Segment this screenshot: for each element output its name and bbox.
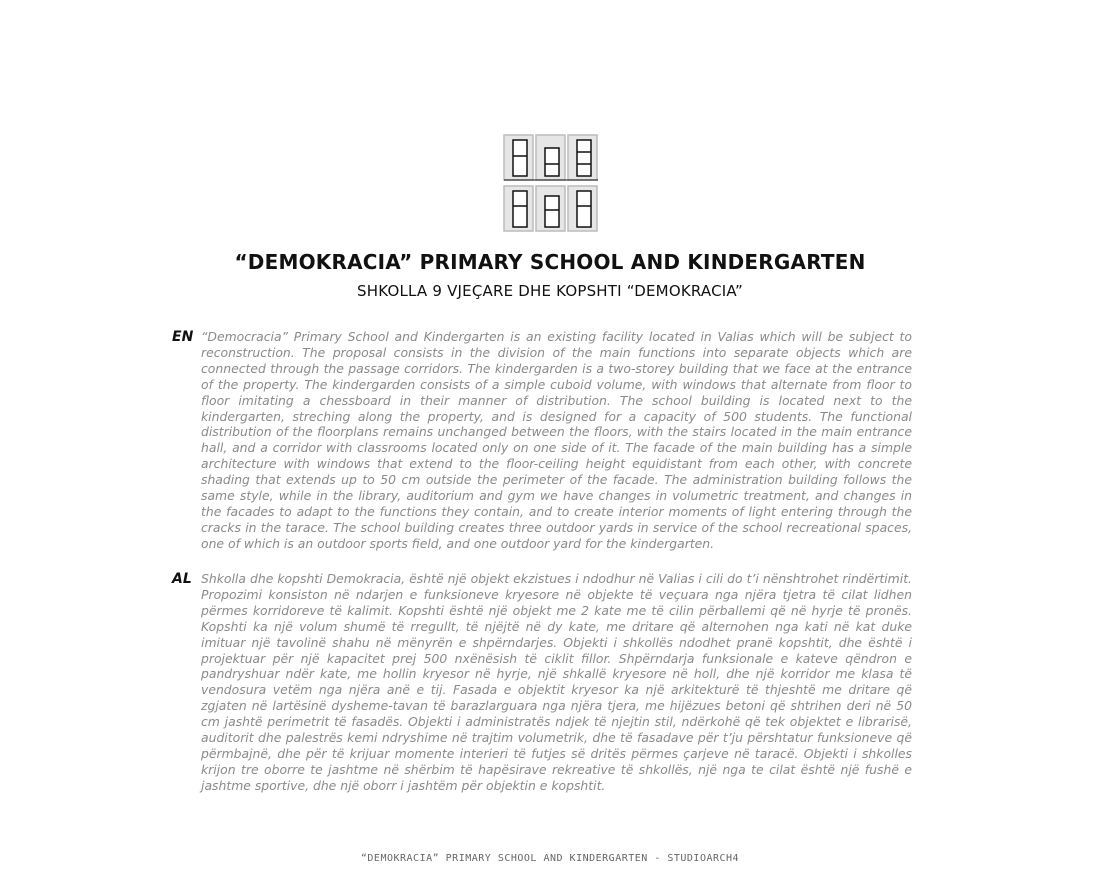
window-grid-logo-icon <box>503 134 599 232</box>
language-label-al: AL <box>172 571 192 587</box>
page-footer: “DEMOKRACIA” PRIMARY SCHOOL AND KINDERGARTEN - STUDIOARCH4 <box>360 853 740 864</box>
language-label-en: EN <box>172 329 194 345</box>
description-paragraph-al: Shkolla dhe kopshti Demokracia, është një objekt ekzistues i ndodhur në Valias i cili do t’i nënshtrohet rindërtimit. Propozimi konsiston në ndarjen e funksioneve kryesore në objekte të veçuara nga njëra tjetra të cilat lidhen përmes korridoreve të kalimit. Kopshti është një objekt me 2 kate me të cilin përballemi që në hyrje të pronës. Kopshti ka një volum shumë të rregullt, të njëjtë në dy kate, me dritare që alternohen nga kati në kat duke imituar një tavolinë shahu në mënyrën e shpërndarjes. Objekti i shkollës ndodhet pranë kopshtit, dhe është i projektuar për një kapacitet prej 500 nxënësish të ciklit fillor. Shpërndarja funksionale e kateve qëndron e pandryshuar ndër kate, me hollin kryesor në hyrje, një shkallë kryesore në holl, dhe një korridor me klasa të vendosura vetëm nga njëra anë e tij. Fasada e objektit kryesor ka një arkitekturë të thjeshtë me dritare që zgjaten në lartësinë dysheme-tavan të barazlarguara nga njëra tjera, me hijëzues betoni që shtrihen deri në 50 cm jashtë perimetrit të fasadës. Objekti i administratës ndjek të njejtin stil, ndërkohë që tek objektet e librarisë, auditorit dhe palestrës kemi ndryshime në trajtim volumetrik, dhe të fasadave për t’ju përshtatur funksioneve që përmbajnë, dhe për të krijuar momente interieri të futjes së dritës përmes çarjeve në taracë. Objekti i shkolles krijon tre oborre te jashtme në shërbim të hapësirave rekreative të shkollës, një nga te cilat është një fushë e jashtme sportive, dhe një oborr i jashtëm për objektin e kopshtit. <box>201 571 912 793</box>
page-title: “DEMOKRACIA” PRIMARY SCHOOL AND KINDERGARTEN <box>234 250 866 274</box>
page-subtitle: SHKOLLA 9 VJEÇARE DHE KOPSHTI “DEMOKRACIA” <box>357 282 743 300</box>
description-paragraph-en: “Democracia” Primary School and Kindergarten is an existing facility located in Valias which will be subject to reconstruction. The proposal consists in the division of the main functions into separate objects which are connected through the passage corridors. The kindergarden is a two-storey building that we face at the entrance of the property. The kindergarden consists of a simple cuboid volume, with windows that alternate from floor to floor imitating a chessboard in their manner of distribution. The school building is located next to the kindergarten, streching along the property, and is designed for a capacity of 500 students. The functional distribution of the floorplans remains unchanged between the floors, with the stairs located in the main entrance hall, and a corridor with classrooms located only on one side of it. The facade of the main building has a simple architecture with windows that extend to the floor-ceiling height equidistant from each other, with concrete shading that extends up to 50 cm outside the perimeter of the facade. The administration building follows the same style, while in the library, auditorium and gym we have changes in volumetric treatment, and changes in the facades to adapt to the functions they contain, and to create interior moments of light entering through the cracks in the tarace. The school building creates three outdoor yards in service of the school recreational spaces, one of which is an outdoor sports field, and one outdoor yard for the kindergarten. <box>201 329 912 551</box>
